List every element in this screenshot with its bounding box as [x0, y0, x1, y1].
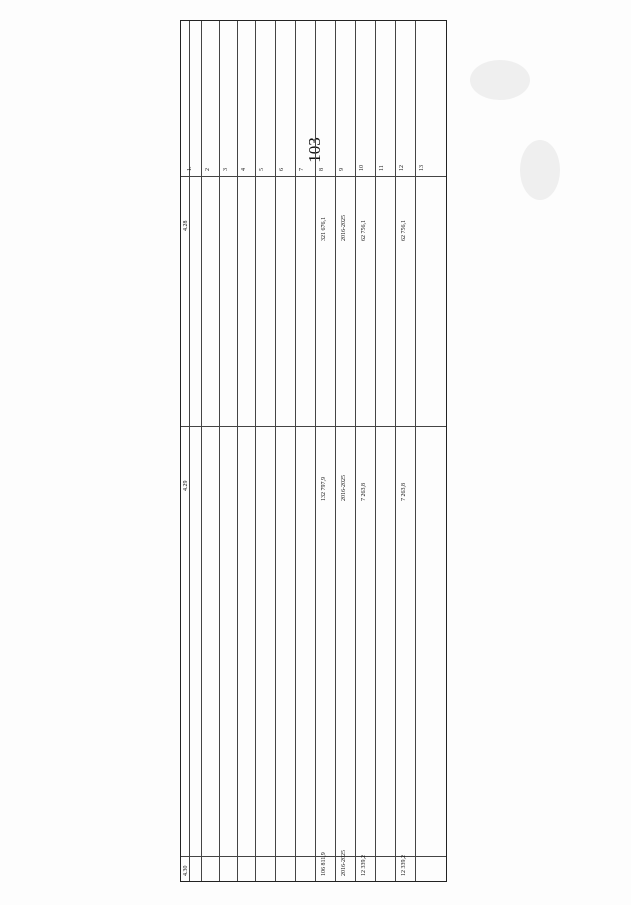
- cost-cell: 132 797,9: [321, 477, 327, 501]
- period-cell: 2016-2025: [341, 475, 347, 501]
- col-line: [375, 21, 376, 881]
- col-number: 13: [419, 165, 425, 171]
- scan-smudge: [520, 140, 560, 200]
- cost-cell: 321 676,1: [321, 217, 327, 241]
- col-number: 10: [359, 165, 365, 171]
- row-line: [181, 176, 446, 177]
- col-line: [315, 21, 316, 881]
- col-line: [189, 21, 190, 881]
- scan-smudge: [470, 60, 530, 100]
- col-number: 5: [259, 168, 265, 171]
- col-line: [255, 21, 256, 881]
- col-number: 9: [339, 168, 345, 171]
- col-number: 7: [299, 168, 305, 171]
- col-number: 8: [319, 168, 325, 171]
- col-number: 6: [279, 168, 285, 171]
- col-line: [415, 21, 416, 881]
- col-number: 11: [379, 165, 385, 171]
- col-number: 4: [241, 168, 247, 171]
- row-number: 4.29: [183, 480, 189, 491]
- col-line: [395, 21, 396, 881]
- col-line: [237, 21, 238, 881]
- total-cell: 12 339,2: [361, 855, 367, 876]
- period-cell: 2016-2025: [341, 215, 347, 241]
- regional-cell: 7 263,8: [401, 483, 407, 501]
- regional-cell: 62 756,1: [401, 220, 407, 241]
- col-number: 1.: [187, 166, 193, 171]
- col-number: 2: [205, 168, 211, 171]
- col-number: 3: [223, 168, 229, 171]
- col-number: 12: [399, 165, 405, 171]
- total-cell: 7 263,8: [361, 483, 367, 501]
- financing-table: [180, 20, 447, 882]
- period-cell: 2016-2025: [341, 850, 347, 876]
- cost-cell: 106 811,9: [321, 852, 327, 876]
- row-number: 4.30: [183, 865, 189, 876]
- col-line: [355, 21, 356, 881]
- row-line: [181, 426, 446, 427]
- col-line: [201, 21, 202, 881]
- col-line: [275, 21, 276, 881]
- total-cell: 62 756,1: [361, 220, 367, 241]
- col-line: [219, 21, 220, 881]
- col-line: [335, 21, 336, 881]
- regional-cell: 12 339,2: [401, 855, 407, 876]
- page-number: 103: [305, 137, 324, 163]
- col-line: [295, 21, 296, 881]
- row-number: 4.28: [183, 220, 189, 231]
